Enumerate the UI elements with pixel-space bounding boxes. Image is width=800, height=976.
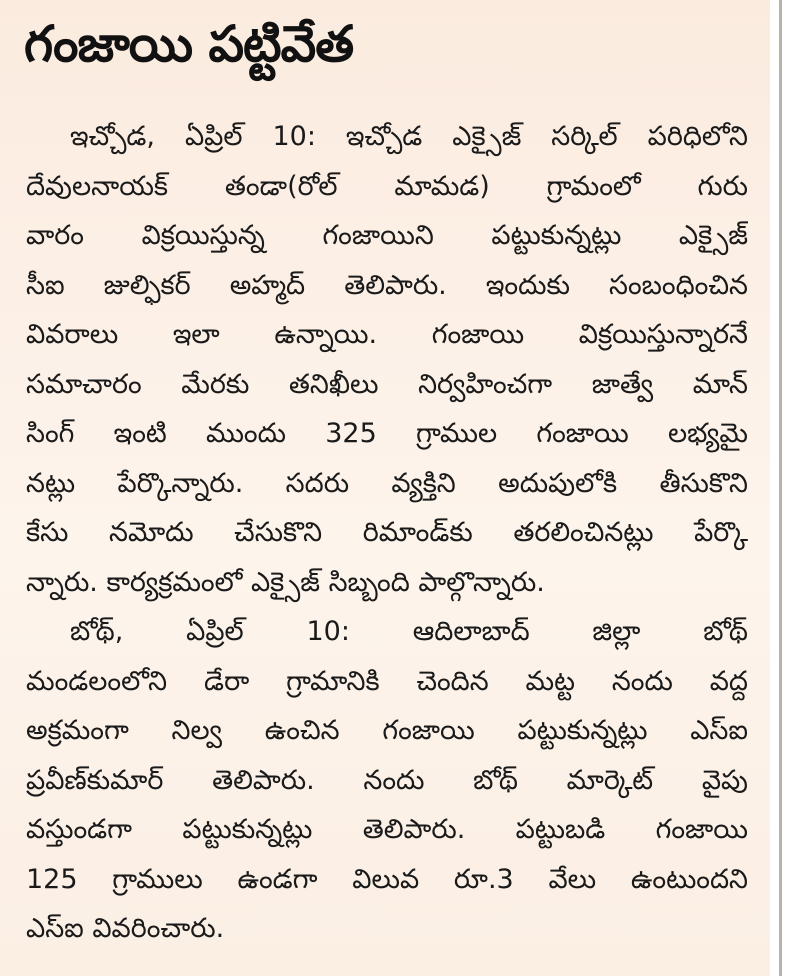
article-line: అక్రమంగా నిల్వ ఉంచిన గంజాయి పట్టుకున్నట్లు ఎస్ఐ: [26, 715, 748, 746]
column-divider: [779, 0, 782, 976]
article-line: మండలంలోని డేరా గ్రామానికి చెందిన మట్ట నందు వద్ద: [26, 665, 748, 697]
article-line: ఇచ్చోడ, ఏప్రిల్ 10: ఇచ్చోడ ఎక్సైజ్ సర్కిల్ పరిధిలోని: [70, 121, 748, 152]
article-line: న్నారు. కార్యక్రమంలో ఎక్సైజ్ సిబ్బంది పాల్గొన్నారు.: [26, 566, 545, 598]
article-line: వస్తుండగా పట్టుకున్నట్లు తెలిపారు. పట్టుబడి గంజాయి: [26, 814, 748, 845]
article-line: వివరాలు ఇలా ఉన్నాయి. గంజాయి విక్రయిస్తున్నారనే: [26, 319, 748, 350]
paragraph-ichoda: [26, 112, 748, 607]
article-line: నట్లు పేర్కొన్నారు. సదరు వ్యక్తిని అదుపులోకి తీసుకొని: [26, 467, 748, 499]
article-line: సీఐ జుల్ఫికర్ అహ్మద్ తెలిపారు. ఇందుకు సంబంధించిన: [26, 269, 748, 301]
article-line: ఎస్ఐ వివరించారు.: [26, 913, 225, 944]
article-body: [26, 112, 748, 954]
paragraph-both: [26, 607, 748, 954]
column-margin: [770, 0, 800, 976]
article-line: వారం విక్రయిస్తున్న గంజాయిని పట్టుకున్నట్లు ఎక్సైజ్: [26, 220, 748, 251]
article-line: దేవులనాయక్ తండా(రోల్ మామడ) గ్రామంలో గురు: [26, 170, 748, 202]
article-line: కేసు నమోదు చేసుకొని రిమాండ్‌కు తరలించినట్లు పేర్కొ: [26, 517, 748, 548]
headline: గంజాయి పట్టివేత: [24, 15, 354, 73]
article-line: 125 గ్రాములు ఉండగా విలువ రూ.3 వేలు ఉంటుందని: [26, 863, 748, 895]
article-line: సింగ్ ఇంటి ముందు 325 గ్రాముల గంజాయి లభ్యమై: [26, 418, 748, 449]
article-line: ప్రవీణ్‌కుమార్ తెలిపారు. నందు బోథ్ మార్కెట్ వైపు: [26, 764, 748, 796]
article-line: సమాచారం మేరకు తనిఖీలు నిర్వహించగా జాత్వే మాన్: [26, 368, 748, 400]
article-line: బోథ్, ఏప్రిల్ 10: ఆదిలాబాద్ జిల్లా బోథ్: [70, 616, 748, 647]
